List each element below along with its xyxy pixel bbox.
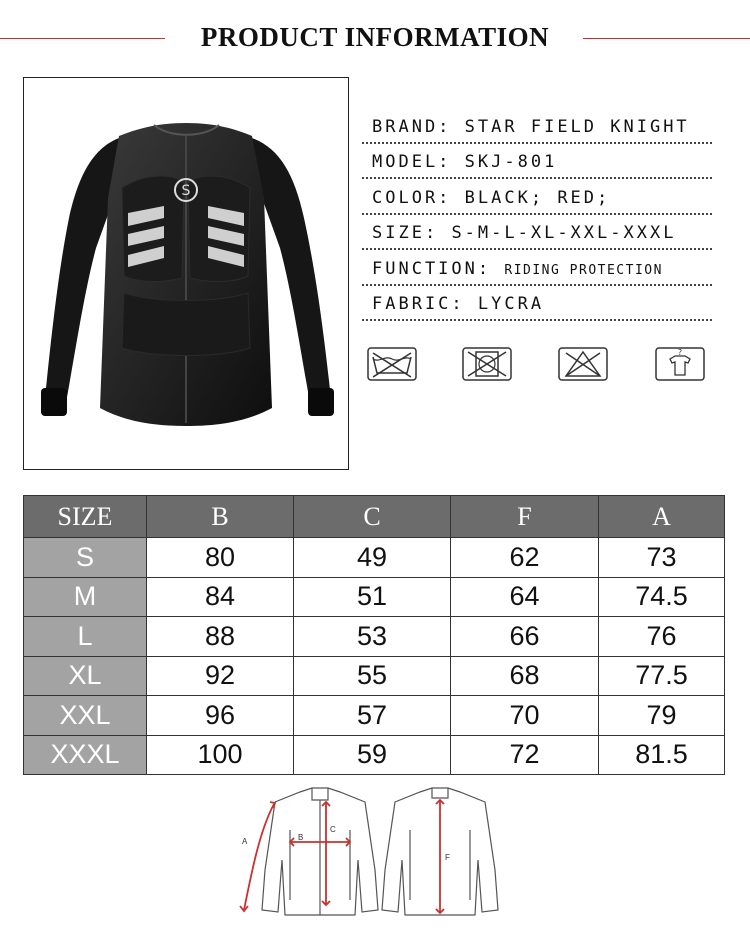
- column-header: SIZE: [24, 496, 147, 538]
- column-header: A: [599, 496, 725, 538]
- table-cell: 51: [294, 577, 451, 617]
- svg-text:?: ?: [677, 348, 683, 357]
- table-cell: 80: [147, 538, 294, 578]
- table-cell: 55: [294, 656, 451, 696]
- table-row: [24, 538, 725, 578]
- diagram-label-a: A: [242, 837, 248, 846]
- diagram-label-f: F: [445, 853, 450, 862]
- table-cell: 68: [451, 656, 599, 696]
- spec-row-brand: [362, 108, 712, 144]
- no-washing-icon: [367, 347, 417, 381]
- diagram-label-b: B: [298, 833, 304, 842]
- no-tumble-dry-icon: [462, 347, 512, 381]
- table-cell: 70: [451, 696, 599, 736]
- spec-row-color: [362, 179, 712, 215]
- table-cell: 64: [451, 577, 599, 617]
- table-cell: 84: [147, 577, 294, 617]
- table-cell: 66: [451, 617, 599, 657]
- table-row: [24, 735, 725, 775]
- table-cell: 73: [599, 538, 725, 578]
- table-cell: 74.5: [599, 577, 725, 617]
- table-cell: 62: [451, 538, 599, 578]
- diagram-label-c: C: [330, 825, 336, 834]
- spec-value: SKJ-801: [464, 152, 558, 172]
- product-photo: [23, 77, 349, 470]
- size-cell: S: [24, 538, 147, 578]
- spec-value: LYCRA: [477, 294, 545, 314]
- table-row: [24, 617, 725, 657]
- table-cell: 88: [147, 617, 294, 657]
- table-row: [24, 656, 725, 696]
- size-cell: M: [24, 577, 147, 617]
- spec-row-size: [362, 215, 712, 251]
- column-header: F: [451, 496, 599, 538]
- spec-label: FABRIC:: [372, 294, 465, 314]
- spec-row-fabric: [362, 286, 712, 322]
- column-header: C: [294, 496, 451, 538]
- spec-value: RIDING PROTECTION: [504, 262, 663, 278]
- spec-value: S-M-L-XL-XXL-XXXL: [451, 223, 677, 243]
- spec-row-model: [362, 144, 712, 180]
- ask-cleaner-icon: [655, 347, 705, 381]
- table-cell: 92: [147, 656, 294, 696]
- svg-text:S: S: [181, 183, 191, 199]
- column-header: B: [147, 496, 294, 538]
- spec-label: COLOR:: [372, 187, 452, 208]
- spec-label: BRAND:: [372, 116, 452, 137]
- table-cell: 77.5: [599, 656, 725, 696]
- table-cell: 53: [294, 617, 451, 657]
- spec-value: STAR FIELD KNIGHT: [464, 116, 690, 137]
- table-cell: 81.5: [599, 735, 725, 775]
- table-cell: 100: [147, 735, 294, 775]
- spec-label: MODEL:: [372, 152, 452, 172]
- table-cell: 96: [147, 696, 294, 736]
- table-cell: 76: [599, 617, 725, 657]
- size-cell: XL: [24, 656, 147, 696]
- table-cell: 79: [599, 696, 725, 736]
- table-cell: 57: [294, 696, 451, 736]
- header-line-left: [0, 38, 165, 39]
- table-cell: 72: [451, 735, 599, 775]
- spec-row-function: [362, 250, 712, 286]
- spec-label: SIZE:: [372, 223, 439, 243]
- jacket-image: [24, 78, 348, 469]
- table-cell: 49: [294, 538, 451, 578]
- header-line-right: [583, 38, 750, 39]
- spec-list: [362, 108, 712, 321]
- spec-label: FUNCTION:: [372, 258, 492, 279]
- size-chart-table: [23, 495, 725, 775]
- page-title: PRODUCT INFORMATION: [200, 22, 550, 52]
- size-cell: L: [24, 617, 147, 657]
- measurement-diagram: [230, 780, 520, 930]
- size-cell: XXL: [24, 696, 147, 736]
- size-cell: XXXL: [24, 735, 147, 775]
- no-bleach-icon: [558, 347, 608, 381]
- table-row: [24, 696, 725, 736]
- table-cell: 59: [294, 735, 451, 775]
- table-row: [24, 577, 725, 617]
- table-header-row: [24, 496, 725, 538]
- spec-value: BLACK; RED;: [464, 187, 611, 208]
